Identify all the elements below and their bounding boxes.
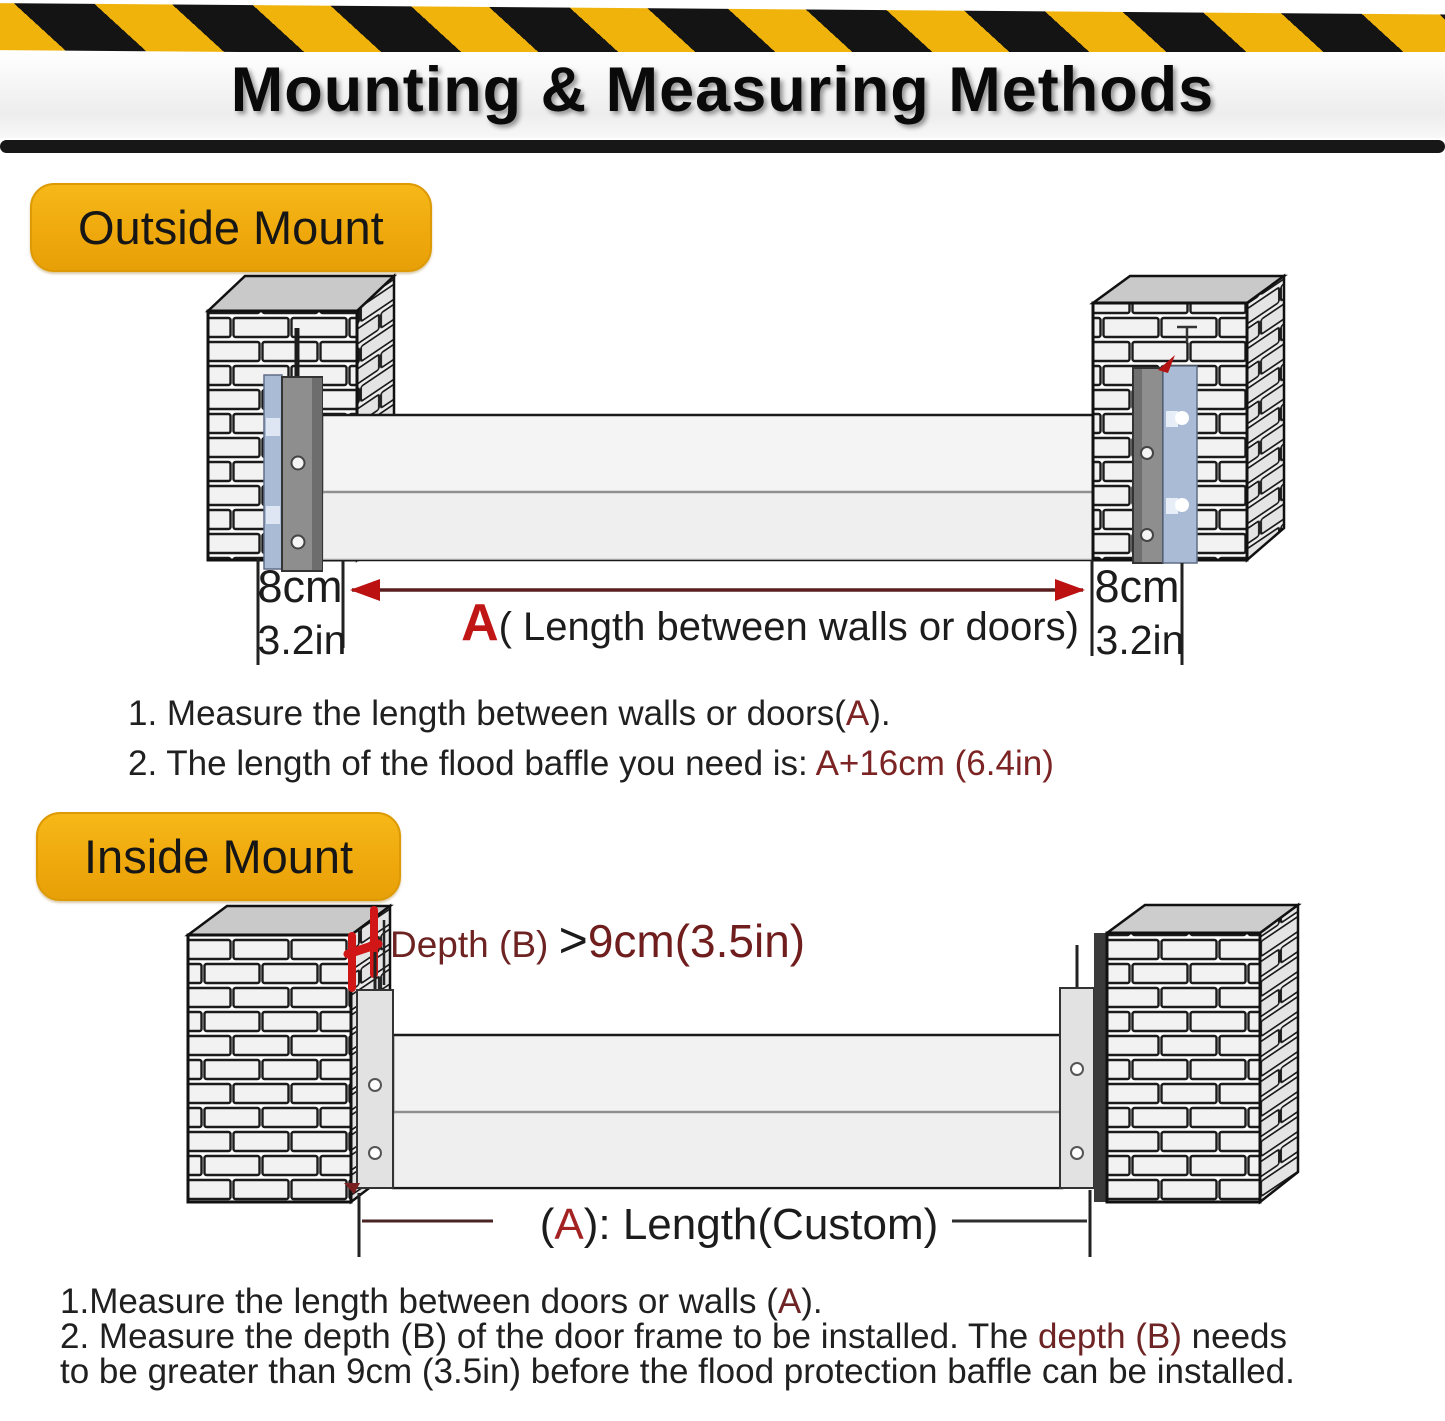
pillar-side-face [1260,905,1298,1202]
dim-label-length-a [461,594,1079,652]
step-text: 2. The length of the flood baffle you need is: [128,744,816,783]
seal-strip-right [1163,366,1197,563]
depth-label-text: Depth (B) [390,924,559,965]
dim-arrowhead-left [350,579,380,601]
screw-hole [292,457,305,470]
screw-hole [369,1079,381,1091]
step-text: ). [869,694,891,733]
length-label [540,1200,939,1249]
brick-pillar-right [1094,905,1298,1202]
screw-hole [1071,1063,1083,1075]
baffle-lower-panel [393,1114,1062,1187]
depth-gt-sign: > [558,912,588,968]
inside-step-1 [60,1284,1430,1319]
screw-hole [1141,529,1153,541]
step-text: to be greater than 9cm (3.5in) before the flood protection baffle can be installed. [60,1352,1295,1391]
inside-step-2 [60,1319,1430,1354]
length-dimension [359,1190,1090,1257]
step-text: 2. Measure the depth (B) of the door frame to be installed. The [60,1317,1038,1356]
step-em: A [777,1282,802,1321]
length-label-pre: ( [539,1200,555,1249]
dim-label-left-cm: 8cm [257,561,343,612]
screw-hole [1071,1147,1083,1159]
dim-label-right-in: 3.2in [1095,617,1185,663]
dim-label-a-text: ( Length between walls or doors) [498,605,1079,649]
flood-baffle [322,415,1133,560]
inside-mount-diagram [0,890,1445,1297]
baffle-lower-panel [322,494,1133,560]
seal-dot [1175,498,1189,512]
seal-strip-pad [266,506,280,524]
outside-step-1 [128,696,1054,731]
depth-value: 9cm(3.5in) [587,915,806,967]
pillar-side-face [1247,276,1284,560]
screw-hole [292,536,305,549]
pillar-inner-edge [1094,933,1107,1202]
dim-label-right-cm: 8cm [1094,561,1180,612]
step-text: 1.Measure the length between doors or walls ( [60,1282,778,1321]
page-title: Mounting & Measuring Methods [230,55,1215,125]
dim-label-left-in: 3.2in [257,617,347,663]
outside-mount-badge: Outside Mount [30,183,432,272]
flood-baffle [393,1035,1062,1188]
dim-label-a-em: A [461,594,499,652]
mounting-channel-right [1060,945,1094,1188]
screw-hole [369,1147,381,1159]
length-label-post: ): Length(Custom) [583,1200,939,1249]
length-label-a: A [554,1200,584,1249]
step-em: A+16cm (6.4in) [815,744,1054,783]
pillar-front-face [188,935,351,1202]
step-text: needs [1181,1317,1288,1356]
seal-strip-left [264,375,282,569]
step-em: depth (B) [1037,1317,1182,1356]
screw-hole [1141,447,1153,459]
pillar-front-face [1107,933,1260,1202]
title-underline-bar [0,140,1445,153]
inside-mount-steps [60,1284,1430,1389]
channel-edge-shade [312,378,322,570]
outside-step-2 [128,746,1054,781]
step-text: ). [801,1282,823,1321]
outside-mount-steps [128,696,1054,781]
mounting-channel-right [1133,355,1197,563]
step-em: A [845,694,870,733]
step-text: 1. Measure the length between walls or doors( [128,694,846,733]
depth-label [390,912,805,968]
inside-step-2-line-2 [60,1354,1430,1389]
inside-mount-badge: Inside Mount [36,812,401,901]
dimension-annotations [257,558,1184,665]
seal-strip-pad [266,418,280,436]
dim-arrowhead-right [1055,579,1085,601]
outside-mount-diagram [0,268,1445,688]
seal-dot [1175,411,1189,425]
